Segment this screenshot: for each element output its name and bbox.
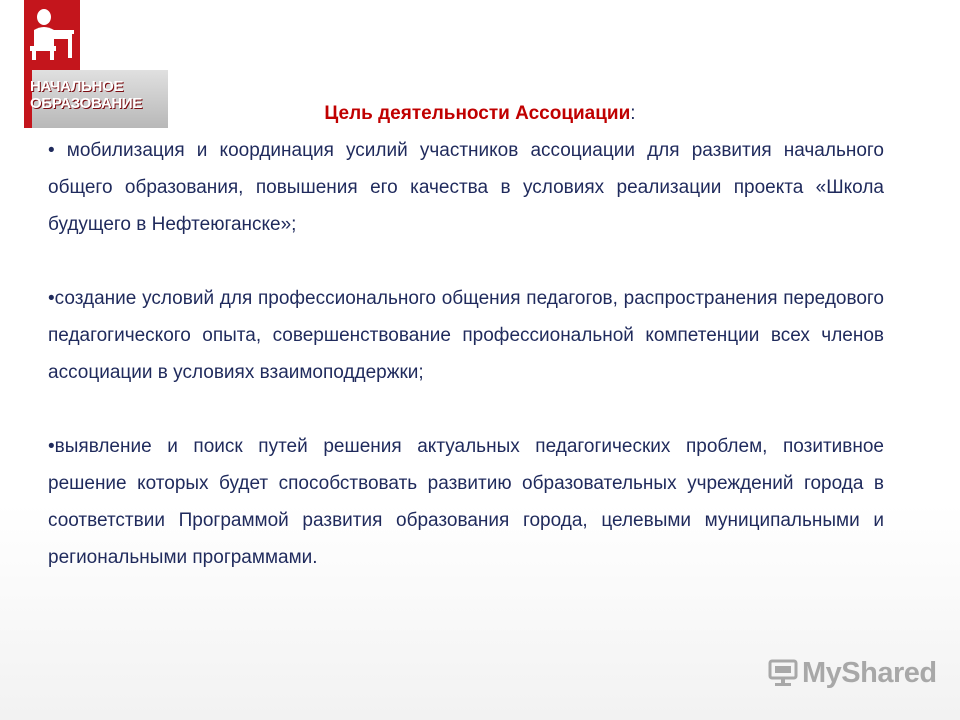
goal-paragraph-3: •выявление и поиск путей решения актуальных педагогических проблем, позитивное решение которых будет способствовать развитию образовательных учреждений города в соответствии Программой развития образования города, целевыми муниципальными и региональными программами. (48, 436, 884, 568)
watermark-text: MyShared (802, 656, 937, 689)
title-colon: : (630, 103, 636, 124)
watermark (768, 655, 937, 691)
goal-paragraph-2: •создание условий для профессионального общения педагогов, распространения передового педагогического опыта, совершенствование профессиональной компетенции всех членов ассоциации в условиях взаимоподдержки; (48, 288, 884, 383)
logo-line-1: НАЧАЛЬНОЕ (30, 78, 124, 95)
title-text: Цель деятельности Ассоциации (324, 103, 631, 124)
goal-paragraph-1: • мобилизация и координация усилий участников ассоциации для развития начального общего образования, повышения его качества в условиях реализации проекта «Школа будущего в Нефтеюганске»; (48, 140, 884, 235)
page-title (0, 103, 960, 125)
logo-line-2: ОБРАЗОВАНИЕ (30, 95, 143, 112)
presentation-board-icon (768, 658, 798, 688)
pupil-at-desk-icon (28, 6, 76, 62)
goals-list (48, 132, 884, 576)
